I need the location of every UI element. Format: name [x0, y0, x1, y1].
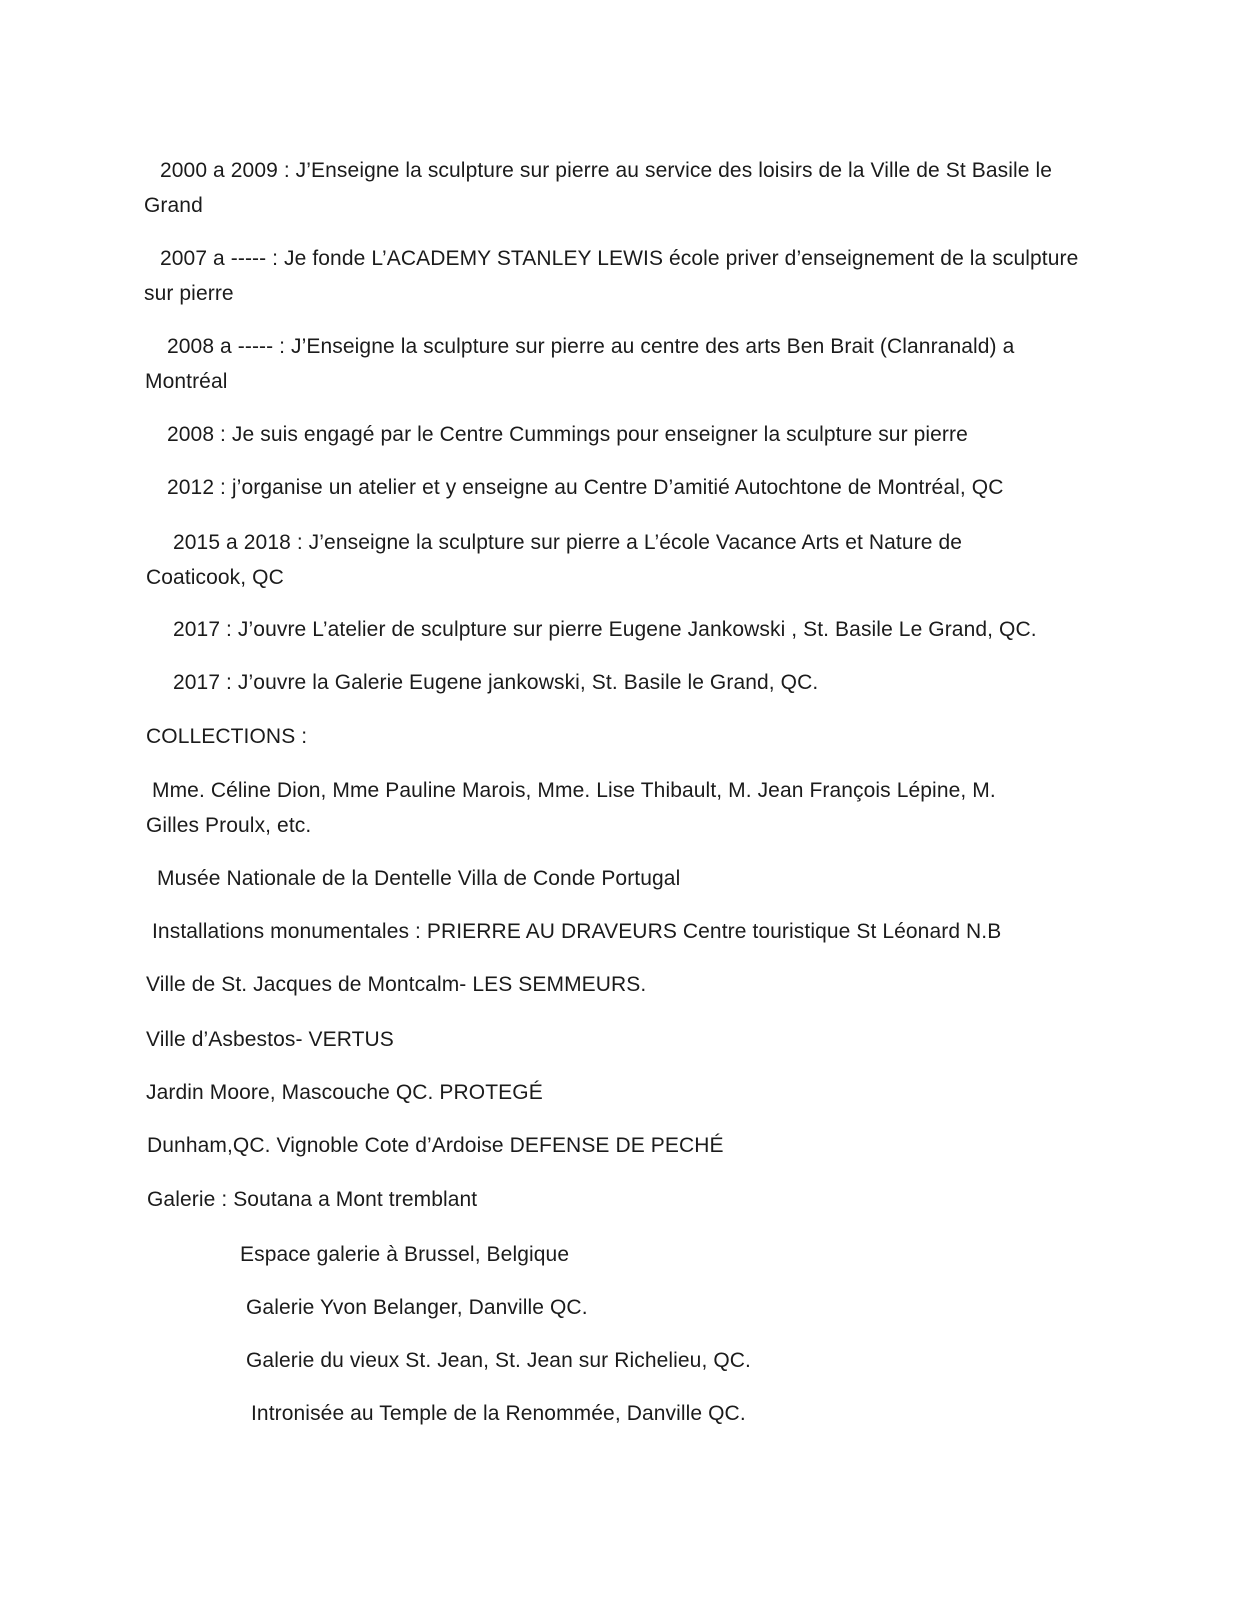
- entry-2007-line1: 2007 a ----- : Je fonde L’ACADEMY STANLEY LEWIS école priver d’enseignement de la sculpture: [160, 247, 1079, 270]
- collections-moore: Jardin Moore, Mascouche QC. PROTEGÉ: [146, 1081, 543, 1104]
- entry-2000-line2: Grand: [144, 194, 203, 217]
- entry-2012: 2012 : j’organise un atelier et y enseigne au Centre D’amitié Autochtone de Montréal, QC: [167, 476, 1004, 499]
- collections-people-line2: Gilles Proulx, etc.: [146, 814, 312, 837]
- gallery-brussel: Espace galerie à Brussel, Belgique: [240, 1243, 570, 1266]
- hall-of-fame-danville: Intronisée au Temple de la Renommée, Danville QC.: [251, 1402, 746, 1425]
- gallery-yvon-belanger: Galerie Yvon Belanger, Danville QC.: [246, 1296, 588, 1319]
- entry-2015-line1: 2015 a 2018 : J’enseigne la sculpture sur pierre a L’école Vacance Arts et Nature de: [173, 531, 962, 554]
- collections-galerie-soutana: Galerie : Soutana a Mont tremblant: [147, 1188, 478, 1211]
- collections-asbestos: Ville d’Asbestos- VERTUS: [146, 1028, 394, 1051]
- collections-heading: COLLECTIONS :: [146, 725, 308, 748]
- collections-people-line1: Mme. Céline Dion, Mme Pauline Marois, Mme. Lise Thibault, M. Jean François Lépine, M.: [152, 779, 996, 802]
- collections-museum: Musée Nationale de la Dentelle Villa de Conde Portugal: [157, 867, 681, 890]
- gallery-vieux-st-jean: Galerie du vieux St. Jean, St. Jean sur Richelieu, QC.: [246, 1349, 751, 1372]
- collections-st-jacques: Ville de St. Jacques de Montcalm- LES SEMMEURS.: [146, 973, 647, 996]
- entry-2008a-line1: 2008 a ----- : J’Enseigne la sculpture sur pierre au centre des arts Ben Brait (Clanranald) a: [167, 335, 1015, 358]
- entry-2000-line1: 2000 a 2009 : J’Enseigne la sculpture sur pierre au service des loisirs de la Ville de St Basile le: [160, 159, 1053, 182]
- entry-2017a: 2017 : J’ouvre L’atelier de sculpture sur pierre Eugene Jankowski , St. Basile Le Grand, QC.: [173, 618, 1037, 641]
- entry-2017b: 2017 : J’ouvre la Galerie Eugene jankowski, St. Basile le Grand, QC.: [173, 671, 819, 694]
- collections-dunham: Dunham,QC. Vignoble Cote d’Ardoise DEFENSE DE PECHÉ: [147, 1134, 724, 1157]
- entry-2015-line2: Coaticook, QC: [146, 566, 284, 589]
- collections-installations: Installations monumentales : PRIERRE AU DRAVEURS Centre touristique St Léonard N.B: [152, 920, 1002, 943]
- entry-2007-line2: sur pierre: [144, 282, 234, 305]
- entry-2008a-line2: Montréal: [145, 370, 228, 393]
- entry-2008b: 2008 : Je suis engagé par le Centre Cummings pour enseigner la sculpture sur pierre: [167, 423, 968, 446]
